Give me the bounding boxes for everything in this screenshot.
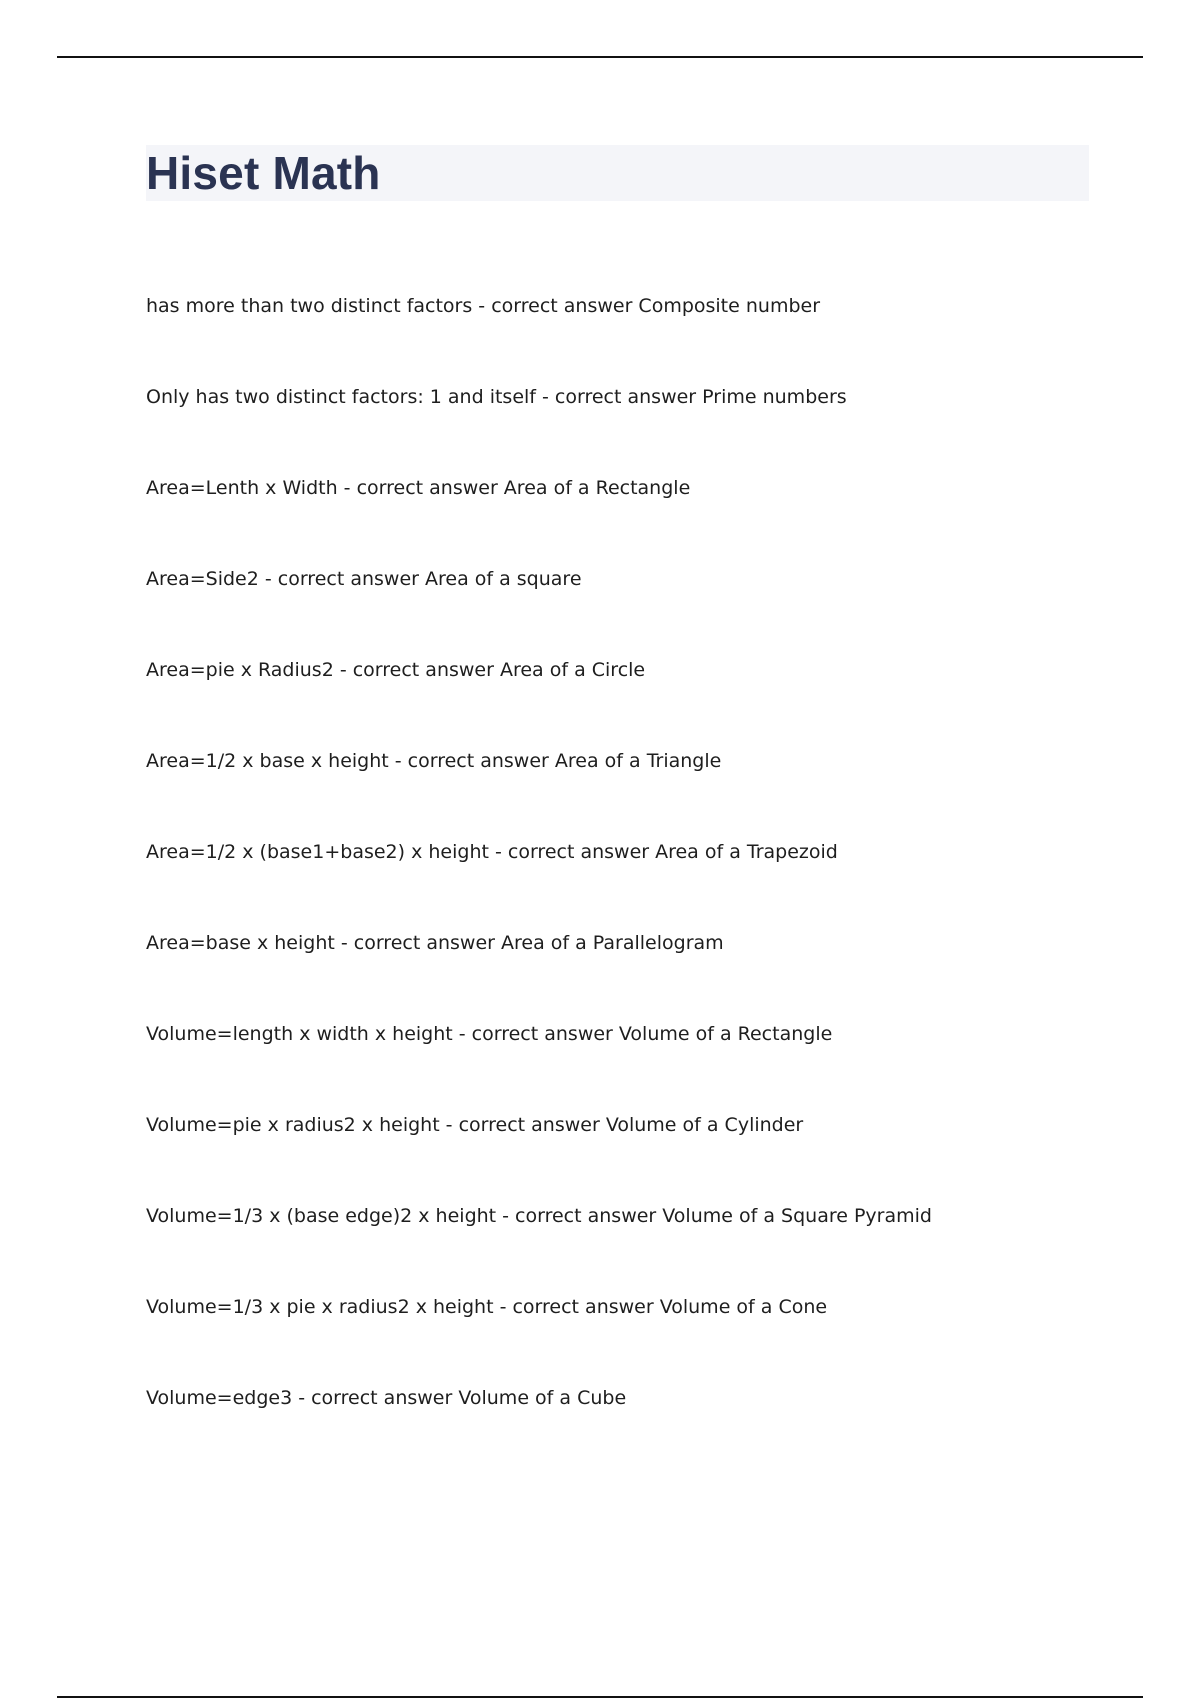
flashcard-item (146, 1292, 932, 1383)
flashcard-text: Area=Side2 - correct answer Area of a square (146, 568, 582, 590)
flashcard-text: Volume=1/3 x pie x radius2 x height - correct answer Volume of a Cone (146, 1296, 828, 1318)
flashcard-text: Volume=1/3 x (base edge)2 x height - correct answer Volume of a Square Pyramid (146, 1205, 932, 1227)
flashcard-text: Volume=pie x radius2 x height - correct answer Volume of a Cylinder (146, 1114, 804, 1136)
top-divider (57, 56, 1143, 58)
flashcard-text: Area=base x height - correct answer Area of a Parallelogram (146, 932, 724, 954)
document-title: Hiset Math (146, 147, 381, 199)
flashcard-item (146, 655, 932, 746)
flashcard-text: Area=1/2 x (base1+base2) x height - correct answer Area of a Trapezoid (146, 841, 838, 863)
flashcard-item (146, 291, 932, 382)
flashcard-list (146, 291, 932, 1474)
flashcard-text: Area=pie x Radius2 - correct answer Area of a Circle (146, 659, 646, 681)
flashcard-item (146, 837, 932, 928)
flashcard-item (146, 1201, 932, 1292)
flashcard-item (146, 1383, 932, 1474)
flashcard-item (146, 928, 932, 1019)
bottom-divider (57, 1696, 1143, 1698)
flashcard-text: has more than two distinct factors - correct answer Composite number (146, 295, 821, 317)
flashcard-text: Area=Lenth x Width - correct answer Area of a Rectangle (146, 477, 691, 499)
flashcard-item (146, 746, 932, 837)
flashcard-text: Area=1/2 x base x height - correct answer Area of a Triangle (146, 750, 722, 772)
flashcard-item (146, 382, 932, 473)
flashcard-text: Only has two distinct factors: 1 and itself - correct answer Prime numbers (146, 386, 847, 408)
flashcard-item (146, 473, 932, 564)
flashcard-text: Volume=edge3 - correct answer Volume of a Cube (146, 1387, 627, 1409)
flashcard-item (146, 1110, 932, 1201)
flashcard-item (146, 564, 932, 655)
flashcard-text: Volume=length x width x height - correct answer Volume of a Rectangle (146, 1023, 833, 1045)
flashcard-item (146, 1019, 932, 1110)
